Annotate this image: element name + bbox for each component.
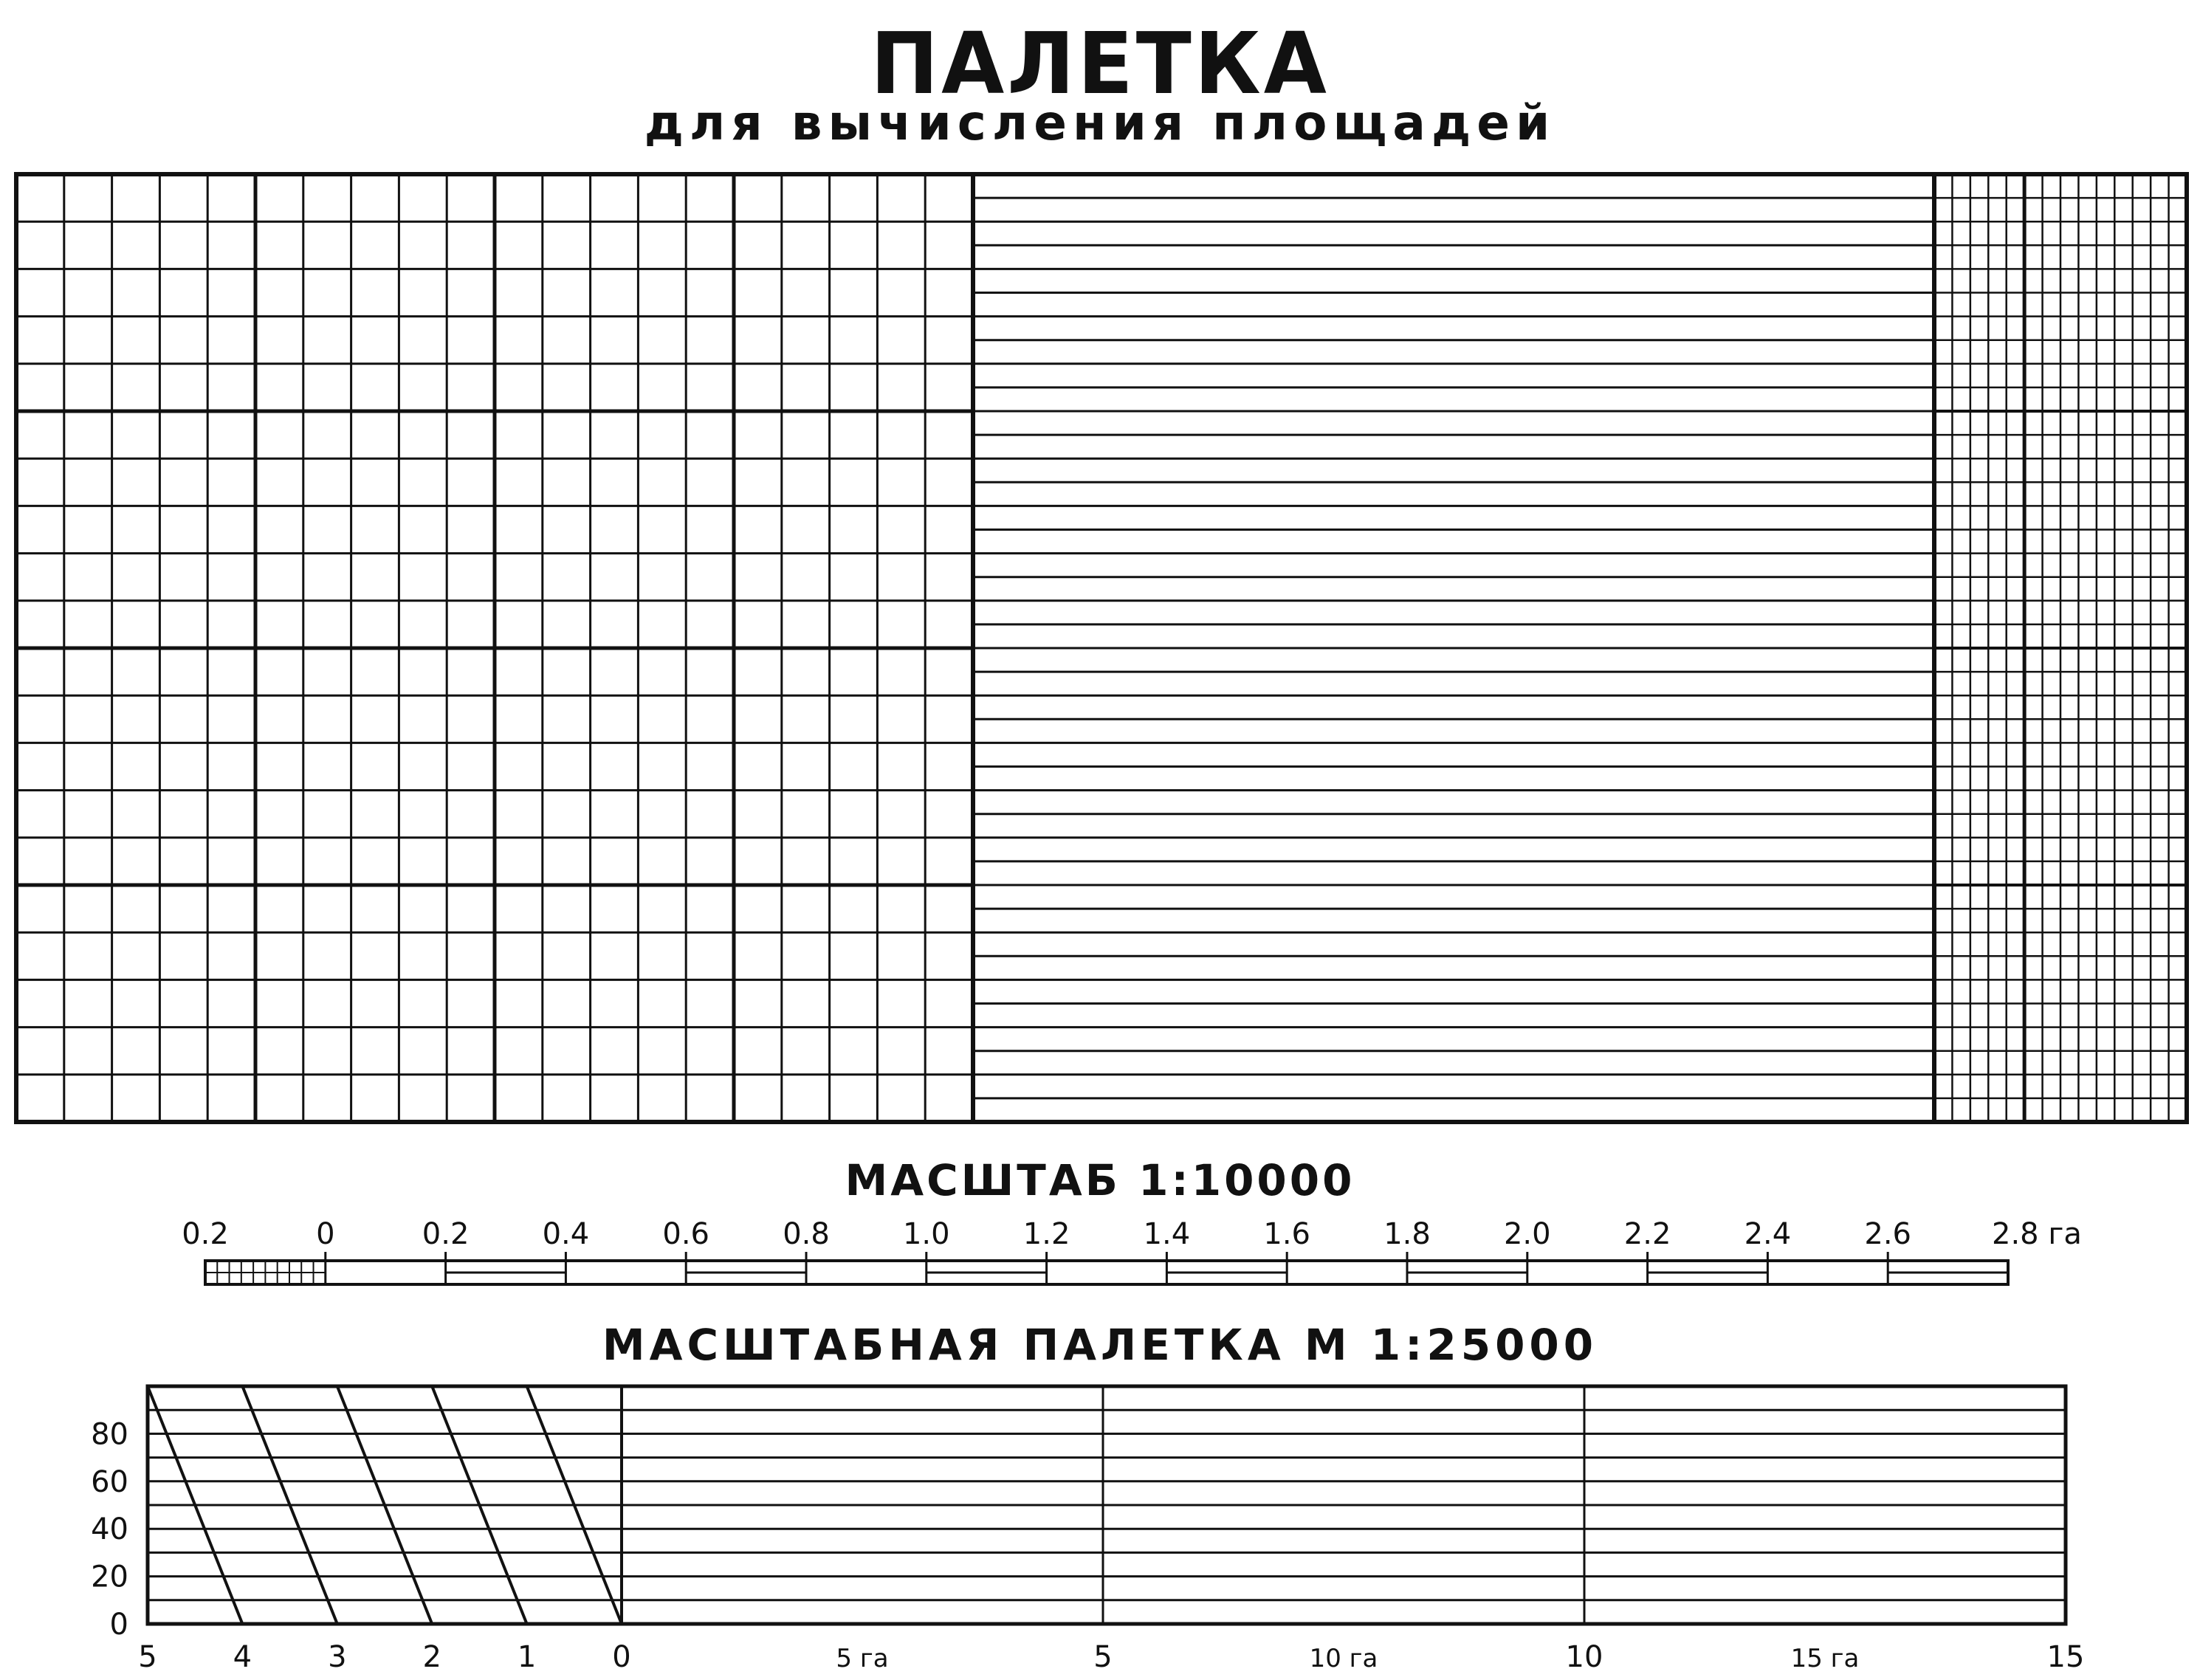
scale-bar-label: 1.6 (1263, 1217, 1311, 1251)
scale-bar-title: МАСШТАБ 1:10000 (845, 1155, 1355, 1205)
scale-bar-label: 0 (316, 1217, 335, 1251)
palette-y-label: 40 (91, 1512, 128, 1547)
palette-y-label: 0 (109, 1608, 128, 1642)
scale-bar-label: 2.2 (1623, 1217, 1671, 1251)
scale-palette-title: МАСШТАБНАЯ ПАЛЕТКА М 1:25000 (602, 1320, 1598, 1370)
scale-bar-label: 1.0 (902, 1217, 950, 1251)
palette-y-label: 60 (91, 1464, 128, 1499)
palette-x-label: 4 (233, 1640, 252, 1674)
scale-bar-label: 0.2 (182, 1217, 229, 1251)
palette-x-label: 2 (422, 1640, 441, 1674)
palette-y-label: 80 (91, 1417, 128, 1452)
palette-x-label: 5 (1093, 1640, 1113, 1674)
scale-bar-label: 1.8 (1383, 1217, 1431, 1251)
scale-bar-label: 2.8 га (1992, 1217, 2082, 1251)
palette-x-label: 5 га (836, 1644, 889, 1673)
scale-bar-label: 2.0 (1503, 1217, 1551, 1251)
page-subtitle: для вычисления площадей (644, 94, 1556, 151)
palette-x-label: 0 (612, 1640, 631, 1674)
scale-bar-label: 0.2 (422, 1217, 470, 1251)
palette-x-label: 10 (1565, 1640, 1603, 1674)
scale-bar-label: 1.2 (1022, 1217, 1070, 1251)
scale-bar-label: 0.8 (783, 1217, 830, 1251)
palette-x-label: 15 (2046, 1640, 2085, 1674)
palette-x-label: 15 га (1790, 1644, 1860, 1673)
palette-x-label: 1 (517, 1640, 537, 1674)
scale-bar-label: 2.6 (1864, 1217, 1912, 1251)
palette-x-label: 10 га (1309, 1644, 1378, 1673)
scale-bar-label: 2.4 (1744, 1217, 1792, 1251)
palette-x-label: 5 (138, 1640, 157, 1674)
palette-x-label: 3 (328, 1640, 347, 1674)
scale-bar-label: 0.4 (542, 1217, 590, 1251)
scale-bar-label: 0.6 (662, 1217, 710, 1251)
palette-y-label: 20 (91, 1560, 128, 1594)
page-title: ПАЛЕТКА (870, 13, 1330, 114)
scale-bar-label: 1.4 (1143, 1217, 1191, 1251)
